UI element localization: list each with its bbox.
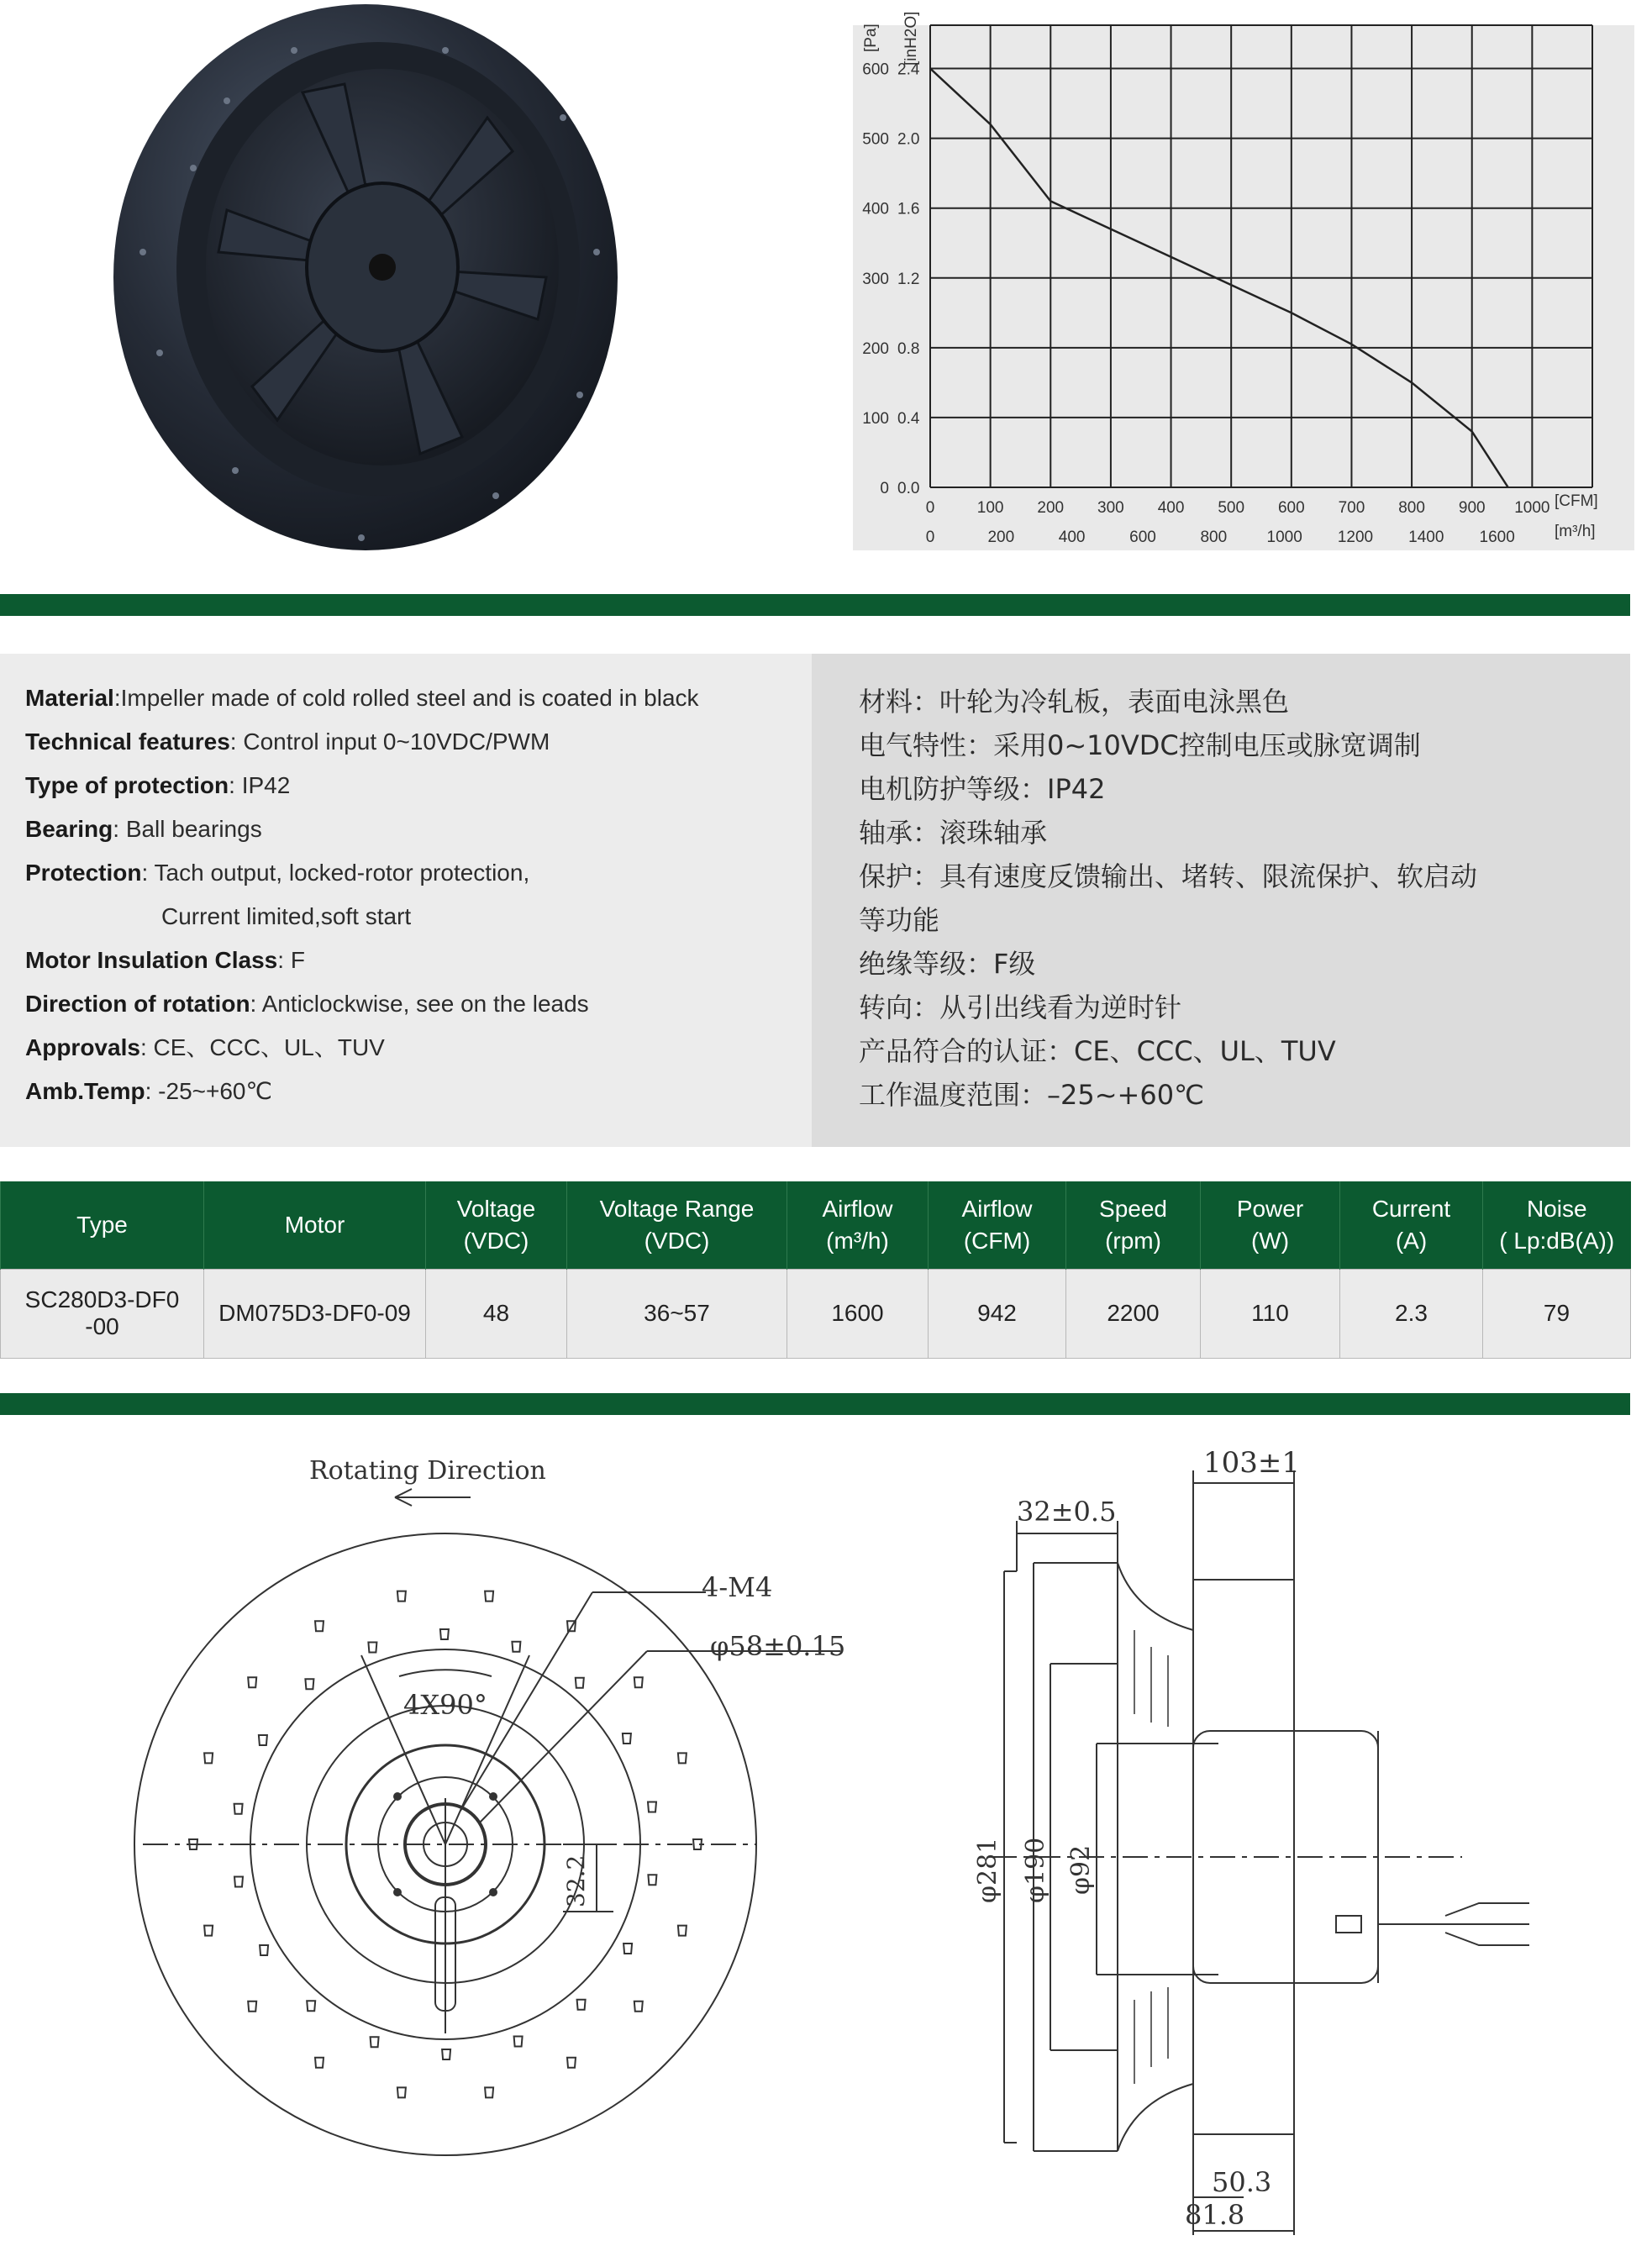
rivet-hole (260, 1945, 268, 1955)
rivet-hole (567, 2058, 576, 2068)
table-row (1, 1269, 1631, 1358)
y-inh2o-tick-label: 0.0 (897, 480, 920, 497)
y-pa-tick-label: 600 (862, 60, 889, 79)
specs-chinese-panel (812, 654, 1630, 1147)
rivet-hole (512, 1642, 520, 1652)
spec-insulation-class: Motor Insulation Class: F (25, 947, 305, 973)
spec-cn-protection: 保护：具有速度反馈输出、堵转、限流保护、软启动 (859, 860, 1478, 892)
rivet-hole (248, 2001, 256, 2012)
rivet-hole (648, 1802, 656, 1812)
y-pa-tick-label: 300 (862, 270, 889, 288)
y-left-unit: [Pa] (862, 24, 880, 52)
spec-cn-insulation: 绝缘等级：F级 (859, 948, 1036, 980)
angle-label: 4X90° (403, 1689, 487, 1721)
header-power: Power (W) (1201, 1181, 1340, 1269)
x-m3h-tick-label: 1400 (1408, 529, 1444, 546)
x-cfm-tick-label: 600 (1277, 499, 1305, 517)
total-depth-label: 81.8 (1185, 2199, 1245, 2231)
spec-approvals: Approvals: CE、CCC、UL、TUV (25, 1034, 385, 1060)
cell-power: 110 (1201, 1269, 1340, 1358)
cell-noise: 79 (1483, 1269, 1631, 1358)
cell-type: SC280D3-DF0 -00 (1, 1269, 204, 1358)
y-inh2o-tick-label: 1.6 (897, 200, 920, 218)
rivet-hole (204, 1926, 213, 1936)
rivet-hole (440, 1629, 449, 1639)
spec-cn-approvals: 产品符合的认证：CE、CCC、UL、TUV (859, 1035, 1336, 1067)
spec-cn-electrical: 电气特性：采用0~10VDC控制电压或脉宽调制 (859, 729, 1421, 761)
specification-table (0, 1181, 1631, 1359)
x-m3h-tick-label: 1600 (1479, 529, 1515, 546)
spec-cn-material: 材料：叶轮为冷轧板，表面电泳黑色 (859, 686, 1290, 718)
rivet-hole (248, 1677, 256, 1687)
cell-airflow-cfm: 942 (929, 1269, 1066, 1358)
thread-label: 4-M4 (702, 1571, 773, 1603)
spec-cn-bearing: 轴承：滚珠轴承 (859, 817, 1048, 849)
rivet-hole (368, 1643, 376, 1653)
y-pa-tick-label: 0 (880, 480, 889, 497)
rivet-hole (234, 1804, 243, 1814)
y-pa-tick-label: 100 (862, 409, 889, 428)
header-airflow-cfm: Airflow (CFM) (929, 1181, 1066, 1269)
spec-ambient-temp: Amb.Temp: -25~+60℃ (25, 1078, 272, 1104)
divider-bar-top (0, 594, 1630, 616)
rivet-hole (648, 1875, 656, 1885)
x-bottom-unit: [m³/h] (1555, 523, 1596, 540)
rivet-hole (623, 1944, 632, 1954)
rivet-hole (485, 1591, 493, 1602)
spec-cn-protection-class: 电机防护等级：IP42 (859, 773, 1106, 805)
side-view-drawing (941, 1437, 1652, 2246)
rivet-hole (204, 1753, 213, 1763)
x-m3h-tick-label: 200 (987, 529, 1015, 546)
spec-protection-type: Type of protection: IP42 (25, 772, 291, 798)
x-cfm-tick-label: 500 (1218, 499, 1245, 517)
spec-cn-rotation: 转向：从引出线看为逆时针 (859, 992, 1182, 1023)
rivet-hole (623, 1733, 631, 1744)
specs-english-panel (0, 654, 812, 1147)
rivet-hole (485, 2087, 493, 2097)
header-airflow-m3h: Airflow (m³/h) (787, 1181, 929, 1269)
header-voltage-range: Voltage Range (VDC) (567, 1181, 787, 1269)
inlet-diameter-label: φ190 (1021, 1837, 1050, 1903)
y-inh2o-tick-label: 2.4 (897, 60, 920, 79)
rivet-hole (315, 2058, 324, 2068)
header-speed: Speed (rpm) (1066, 1181, 1201, 1269)
specifications-section (0, 654, 1630, 1147)
spec-cn-ambient-temp: 工作温度范围：–25~+60℃ (859, 1079, 1205, 1111)
rivet-hole (693, 1839, 702, 1849)
fan-impeller-photo (92, 0, 647, 563)
x-cfm-tick-label: 300 (1097, 499, 1124, 517)
spec-protection: Protection: Tach output, locked-rotor protection, (25, 860, 530, 886)
inlet-dimension-label: 32±0.5 (1017, 1496, 1117, 1528)
divider-bar-middle (0, 1393, 1630, 1415)
y-pa-tick-label: 400 (862, 200, 889, 218)
x-cfm-tick-label: 1000 (1514, 499, 1550, 517)
header-noise: Noise ( Lp:dB(A)) (1483, 1181, 1631, 1269)
y-pa-tick-label: 200 (862, 339, 889, 358)
cell-current: 2.3 (1340, 1269, 1483, 1358)
outer-diameter-label: φ281 (973, 1837, 1002, 1903)
x-m3h-tick-label: 1200 (1337, 529, 1374, 546)
header-motor: Motor (204, 1181, 426, 1269)
y-right-unit: [inH2O] (902, 11, 920, 66)
table-header-row (1, 1181, 1631, 1269)
spec-cn-protection-continued: 等功能 (859, 904, 940, 936)
rivet-hole (514, 2037, 523, 2047)
pressure-flow-chart (832, 0, 1652, 563)
x-cfm-tick-label: 900 (1458, 499, 1486, 517)
y-inh2o-tick-label: 0.4 (897, 409, 920, 428)
bolt-circle-label: φ58±0.15 (710, 1630, 846, 1662)
rivet-hole (371, 2037, 379, 2047)
x-cfm-tick-label: 100 (976, 499, 1004, 517)
x-m3h-tick-label: 0 (925, 529, 935, 546)
front-view-drawing (118, 1454, 874, 2246)
chart-background (853, 25, 1634, 550)
cell-motor: DM075D3-DF0-09 (204, 1269, 426, 1358)
rivet-hole (234, 1877, 243, 1887)
y-inh2o-tick-label: 1.2 (897, 270, 920, 288)
spec-rotation-direction: Direction of rotation: Anticlockwise, see on the leads (25, 991, 589, 1017)
rivet-hole (678, 1753, 687, 1763)
x-m3h-tick-label: 800 (1200, 529, 1228, 546)
x-cfm-tick-label: 700 (1338, 499, 1365, 517)
rivet-hole (678, 1926, 687, 1936)
spec-bearing: Bearing: Ball bearings (25, 816, 262, 842)
header-type: Type (1, 1181, 204, 1269)
header-current: Current (A) (1340, 1181, 1483, 1269)
y-pa-tick-label: 500 (862, 130, 889, 149)
rivet-hole (442, 2049, 450, 2059)
depth-dimension-label: 50.3 (1212, 2166, 1272, 2198)
rivet-hole (305, 1679, 313, 1689)
rivet-hole (577, 2000, 586, 2010)
cell-voltage: 48 (426, 1269, 567, 1358)
spec-material: Material:Impeller made of cold rolled steel and is coated in black (25, 685, 699, 711)
spec-technical-features: Technical features: Control input 0~10VDC/PWM (25, 729, 550, 755)
x-cfm-tick-label: 800 (1398, 499, 1425, 517)
rivet-hole (397, 2087, 406, 2097)
spec-protection-continued: Current limited,soft start (161, 903, 412, 929)
y-inh2o-tick-label: 2.0 (897, 130, 920, 149)
rivet-hole (307, 2001, 315, 2011)
y-inh2o-tick-label: 0.8 (897, 339, 920, 358)
rivet-hole (634, 2001, 643, 2012)
cell-voltage-range: 36~57 (567, 1269, 787, 1358)
rivet-hole (259, 1735, 267, 1745)
rivet-hole (315, 1621, 324, 1631)
cell-speed: 2200 (1066, 1269, 1201, 1358)
x-cfm-tick-label: 400 (1157, 499, 1185, 517)
header-voltage: Voltage (VDC) (426, 1181, 567, 1269)
rivet-hole (576, 1678, 584, 1688)
width-dimension-label: 103±1 (1203, 1446, 1301, 1480)
rivet-hole (397, 1591, 406, 1602)
x-cfm-tick-label: 0 (925, 499, 935, 517)
x-m3h-tick-label: 600 (1129, 529, 1156, 546)
offset-label: 32.2 (562, 1854, 590, 1907)
x-m3h-tick-label: 400 (1058, 529, 1086, 546)
motor-diameter-label: φ92 (1066, 1844, 1096, 1895)
cell-airflow-m3h: 1600 (787, 1269, 929, 1358)
rivet-hole (634, 1677, 643, 1687)
x-m3h-tick-label: 1000 (1266, 529, 1302, 546)
rotating-direction-label: Rotating Direction (309, 1456, 546, 1486)
x-top-unit: [CFM] (1555, 492, 1598, 510)
x-cfm-tick-label: 200 (1037, 499, 1065, 517)
